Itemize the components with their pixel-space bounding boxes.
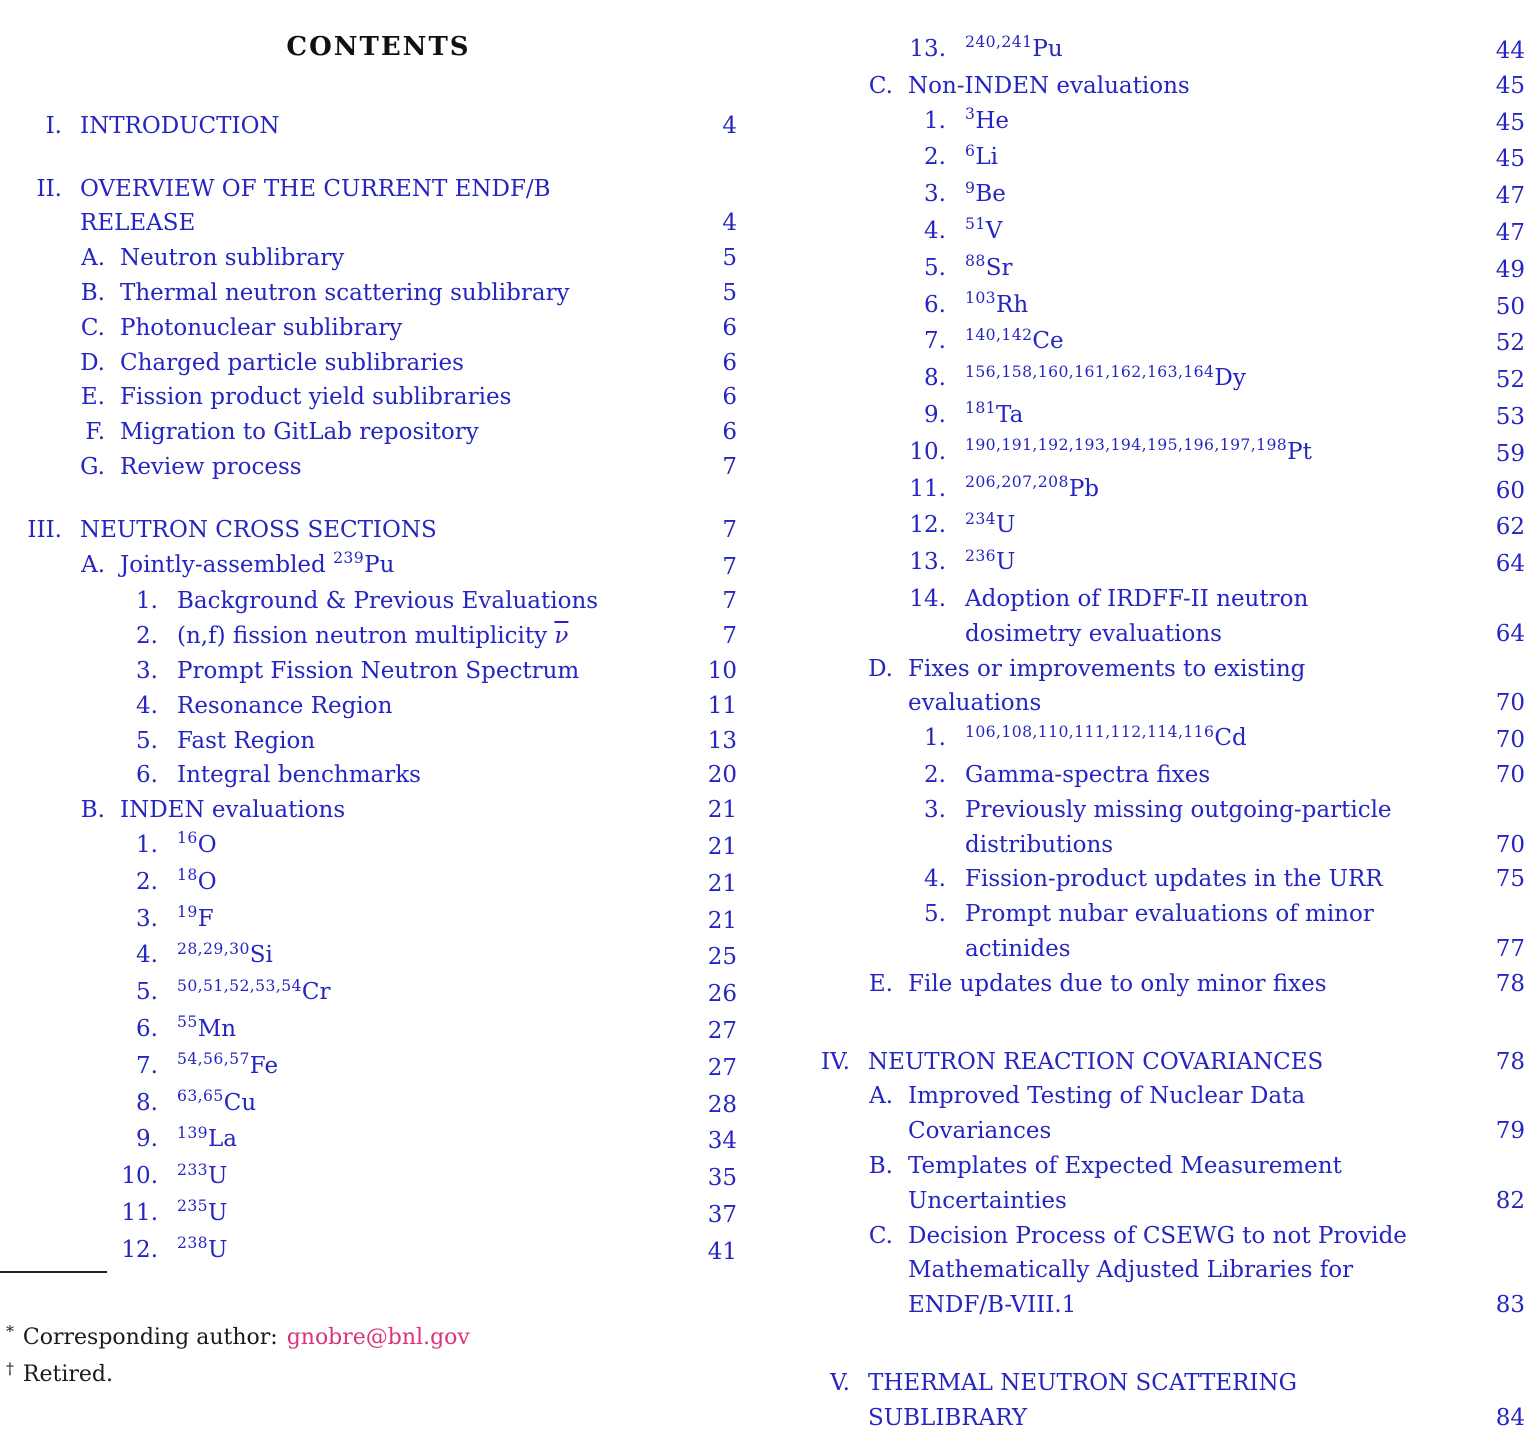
toc-entry-label: G. xyxy=(80,453,105,480)
toc-entry-page: 82 xyxy=(1495,1187,1525,1214)
toc-entry-page: 10 xyxy=(707,657,737,684)
toc-entry[interactable] xyxy=(20,828,737,865)
toc-right-column xyxy=(808,32,1525,1435)
asterisk-marker: * xyxy=(6,1321,14,1341)
toc-entry-page: 64 xyxy=(1495,551,1525,578)
toc-entry-title: Neutron sublibrary xyxy=(120,245,345,272)
nuclide-mass-superscript: 238 xyxy=(177,1233,209,1253)
toc-entry[interactable] xyxy=(808,398,1525,435)
toc-entry-title: $^{19}$F xyxy=(177,901,214,932)
toc-entry[interactable] xyxy=(20,346,737,381)
toc-entry-page: 70 xyxy=(1495,831,1525,858)
toc-entry-label: 5. xyxy=(136,979,158,1006)
nuclide-mass-superscript: 139 xyxy=(177,1122,209,1142)
toc-entry-title: Integral benchmarks xyxy=(177,762,421,789)
toc-entry[interactable] xyxy=(20,450,737,485)
toc-entry-label: B. xyxy=(80,797,105,824)
toc-entry-page: 4 xyxy=(722,210,737,237)
toc-entry-label: 2. xyxy=(136,868,158,895)
toc-entry[interactable] xyxy=(808,251,1525,288)
toc-entry-page: 7 xyxy=(722,516,737,543)
toc-entry-title: $^{190,191,192,193,194,195,196,197,198}$Pt xyxy=(965,435,1312,465)
nuclide-mass-superscript: 63,65 xyxy=(177,1085,224,1105)
toc-entry-title: $^{54,56,57}$Fe xyxy=(177,1049,279,1079)
nuclide-mass-superscript: 236 xyxy=(965,545,997,565)
toc-entry-page: 35 xyxy=(707,1165,737,1192)
toc-entry[interactable] xyxy=(808,758,1525,793)
toc-entry-page: 50 xyxy=(1495,293,1525,320)
nuclide-mass-superscript: 233 xyxy=(177,1159,209,1179)
toc-entry-page: 45 xyxy=(1495,109,1525,136)
toc-entry-page: 53 xyxy=(1495,403,1525,430)
toc-entry-label: 9. xyxy=(924,401,946,428)
toc-entry-page: 6 xyxy=(722,349,737,376)
toc-entry-label: 4. xyxy=(924,217,946,244)
footnote-rule xyxy=(0,1271,107,1273)
toc-entry-label: IV. xyxy=(821,1048,850,1075)
toc-entry-page: 21 xyxy=(707,870,737,897)
toc-entry-title: $^{28,29,30}$Si xyxy=(177,938,273,969)
toc-entry-title: Prompt Fission Neutron Spectrum xyxy=(177,657,580,684)
toc-entry-title: $^{50,51,52,53,54}$Cr xyxy=(177,975,331,1006)
toc-entry-page: 27 xyxy=(707,1054,737,1081)
toc-entry-label: A. xyxy=(869,1083,893,1110)
toc-entry[interactable] xyxy=(20,311,737,346)
nuclide-mass-superscript: 51 xyxy=(965,214,986,234)
toc-entry-title: $^{234}$U xyxy=(965,508,1016,539)
toc-entry[interactable] xyxy=(808,1045,1525,1080)
toc-entry-title: INTRODUCTION xyxy=(80,112,280,139)
toc-entry-page: 70 xyxy=(1495,727,1525,754)
toc-entry-title: Fast Region xyxy=(177,727,316,754)
toc-entry[interactable] xyxy=(20,793,737,828)
toc-entry[interactable] xyxy=(808,897,1525,967)
toc-entry-title: Improved Testing of Nuclear Data Covariances xyxy=(908,1083,1306,1145)
toc-entry[interactable] xyxy=(20,1086,737,1123)
toc-entry[interactable] xyxy=(20,415,737,450)
toc-entry-page: 21 xyxy=(707,833,737,860)
toc-entry-title: $^{55}$Mn xyxy=(177,1012,237,1042)
dagger-marker: † xyxy=(6,1358,14,1378)
email-link[interactable]: gnobre@bnl.gov xyxy=(286,1325,470,1350)
toc-entry-title: Charged particle sublibraries xyxy=(120,349,464,376)
nuclide-mass-superscript: 106,108,110,111,112,114,116 xyxy=(965,721,1215,741)
toc-entry-page: 84 xyxy=(1495,1404,1525,1431)
toc-entry[interactable] xyxy=(20,1159,737,1196)
toc-entry-label: 12. xyxy=(121,1236,158,1263)
nuclide-mass-superscript: 234 xyxy=(965,508,997,528)
toc-entry-title: $^3$He xyxy=(965,104,1010,134)
toc-entry-page: 78 xyxy=(1495,1048,1525,1075)
toc-entry[interactable] xyxy=(20,584,737,619)
toc-entry-page: 83 xyxy=(1495,1292,1525,1319)
toc-entry-label: 1. xyxy=(924,107,946,134)
toc-entry[interactable] xyxy=(20,1049,737,1086)
toc-entry-page: 70 xyxy=(1495,690,1525,717)
toc-entry[interactable] xyxy=(20,758,737,793)
nuclide-mass-superscript: 19 xyxy=(177,901,198,921)
toc-entry-page: 11 xyxy=(707,692,737,719)
toc-entry[interactable] xyxy=(808,793,1525,863)
toc-entry-page: 21 xyxy=(707,797,737,824)
nuclide-mass-superscript: 88 xyxy=(965,251,986,271)
toc-entry[interactable] xyxy=(20,1012,737,1049)
toc-entry[interactable] xyxy=(808,140,1525,177)
nuclide-mass-superscript: 50,51,52,53,54 xyxy=(177,975,302,995)
toc-entry-label: 7. xyxy=(136,1052,158,1079)
toc-entry[interactable] xyxy=(808,862,1525,897)
toc-entry-label: 1. xyxy=(924,725,946,752)
toc-entry-label: 8. xyxy=(136,1089,158,1116)
toc-entry-label: D. xyxy=(868,655,893,682)
toc-entry-page: 6 xyxy=(722,384,737,411)
toc-entry-label: A. xyxy=(81,245,105,272)
toc-entry-title: $^{63,65}$Cu xyxy=(177,1085,257,1116)
toc-entry-title: THERMAL NEUTRON SCATTERING SUBLIBRARY xyxy=(868,1369,1298,1431)
toc-entry-title: $^{238}$U xyxy=(177,1233,228,1263)
nuclide-mass-superscript: 18 xyxy=(177,865,198,885)
toc-entry[interactable] xyxy=(808,652,1525,722)
toc-entry-label: E. xyxy=(80,384,105,411)
nu-bar-symbol: $\overline{\nu}$ xyxy=(554,623,569,650)
nuclide-mass-superscript: 9 xyxy=(965,177,976,197)
toc-entry-title: Migration to GitLab repository xyxy=(120,419,479,446)
toc-entry-title: Non-INDEN evaluations xyxy=(908,72,1190,99)
toc-entry[interactable] xyxy=(20,109,737,144)
toc-entry-label: 14. xyxy=(909,585,946,612)
toc-entry-label: 3. xyxy=(136,905,158,932)
toc-entry-title: $^{235}$U xyxy=(177,1196,228,1226)
toc-entry-title: Templates of Expected Measurement Uncertainties xyxy=(908,1152,1342,1214)
toc-entry-label: E. xyxy=(868,970,893,997)
toc-entry-title: Resonance Region xyxy=(177,692,393,719)
toc-entry[interactable] xyxy=(808,508,1525,545)
toc-entry-page: 28 xyxy=(707,1091,737,1118)
toc-entry-label: 5. xyxy=(136,727,158,754)
toc-entry[interactable] xyxy=(808,472,1525,509)
toc-entry-label: 4. xyxy=(136,942,158,969)
toc-entry-title: File updates due to only minor fixes xyxy=(908,970,1327,997)
toc-entry-page: 4 xyxy=(722,112,737,139)
toc-entry-page: 6 xyxy=(722,419,737,446)
toc-entry[interactable] xyxy=(20,619,737,654)
toc-entry-title: $^6$Li xyxy=(965,140,998,171)
toc-entry-label: 2. xyxy=(136,623,158,650)
toc-entry-label: 4. xyxy=(136,692,158,719)
toc-entry-page: 13 xyxy=(707,727,737,754)
toc-entry-label: 2. xyxy=(924,761,946,788)
toc-entry-label: 8. xyxy=(924,365,946,392)
toc-entry-title: $^{51}$V xyxy=(965,214,1003,244)
toc-entry-page: 79 xyxy=(1495,1118,1525,1145)
toc-entry[interactable] xyxy=(808,435,1525,472)
toc-entry-label: 6. xyxy=(924,291,946,318)
toc-entry-label: 1. xyxy=(136,588,158,615)
toc-entry-label: B. xyxy=(868,1152,893,1179)
toc-entry[interactable] xyxy=(20,172,737,242)
toc-entry[interactable] xyxy=(808,721,1525,758)
toc-entry-title: Prompt nubar evaluations of minor actinides xyxy=(965,901,1374,962)
nuclide-mass-superscript: 206,207,208 xyxy=(965,471,1069,491)
toc-entry-page: 77 xyxy=(1495,935,1525,962)
toc-entry-title: Decision Process of CSEWG to not Provide Mathematically Adjusted Libraries for ENDF/B-VIII.1 xyxy=(908,1222,1407,1319)
toc-entry-page: 34 xyxy=(707,1128,737,1155)
footnote-corresponding-author xyxy=(6,1320,470,1357)
toc-entry-page: 7 xyxy=(722,588,737,615)
toc-entry[interactable] xyxy=(20,724,737,759)
toc-entry-label: 13. xyxy=(909,549,946,576)
toc-entry[interactable] xyxy=(20,938,737,975)
toc-left-column xyxy=(20,30,737,1270)
toc-entry-label: 6. xyxy=(136,1015,158,1042)
toc-entry-page: 45 xyxy=(1495,146,1525,173)
toc-entry-label: I. xyxy=(45,112,62,139)
toc-entry-title: NEUTRON REACTION COVARIANCES xyxy=(868,1048,1324,1075)
toc-entry[interactable] xyxy=(808,1149,1525,1219)
toc-entry-label: F. xyxy=(85,419,105,446)
toc-entry-page: 62 xyxy=(1495,514,1525,541)
toc-entry-page: 37 xyxy=(707,1201,737,1228)
toc-entry-title: $^{181}$Ta xyxy=(965,398,1024,428)
toc-entry-title: Fixes or improvements to existing evaluations xyxy=(908,655,1306,717)
toc-entry-label: 1. xyxy=(136,831,158,858)
toc-entry-page: 7 xyxy=(722,623,737,650)
toc-entry-page: 26 xyxy=(707,981,737,1008)
toc-entry[interactable] xyxy=(808,545,1525,582)
toc-entry[interactable] xyxy=(20,902,737,939)
toc-entry-title: $^{156,158,160,161,162,163,164}$Dy xyxy=(965,361,1246,392)
toc-entry-label: V. xyxy=(830,1369,850,1396)
toc-entry[interactable] xyxy=(808,69,1525,104)
toc-entry[interactable] xyxy=(808,361,1525,398)
toc-entry-label: C. xyxy=(868,72,893,99)
toc-entry-label: 10. xyxy=(909,438,946,465)
toc-entry-page: 44 xyxy=(1495,38,1525,64)
toc-entry-title: Jointly-assembled $^{239}$Pu xyxy=(120,547,395,578)
toc-entry[interactable] xyxy=(808,1079,1525,1149)
toc-entry-page: 7 xyxy=(722,453,737,480)
toc-entry-title: $^{233}$U xyxy=(177,1159,228,1190)
toc-entry[interactable] xyxy=(808,1366,1525,1435)
toc-entry[interactable] xyxy=(20,689,737,724)
toc-entry-label: II. xyxy=(36,175,62,202)
nuclide-mass-superscript: 240,241 xyxy=(965,32,1033,52)
toc-entry-page: 7 xyxy=(722,553,737,580)
toc-entry-title: Adoption of IRDFF-II neutron dosimetry evaluations xyxy=(965,585,1309,647)
toc-entry-label: C. xyxy=(80,314,105,341)
toc-entry-page: 75 xyxy=(1495,866,1525,893)
toc-entry-title: Background & Previous Evaluations xyxy=(177,588,599,615)
toc-entry[interactable] xyxy=(20,1196,737,1233)
toc-entry-label: B. xyxy=(80,279,105,306)
toc-entry-label: 11. xyxy=(121,1199,158,1226)
nuclide-mass-superscript: 239 xyxy=(333,547,365,567)
toc-entry[interactable] xyxy=(20,975,737,1012)
toc-entry[interactable] xyxy=(20,513,737,548)
toc-entry[interactable] xyxy=(808,1219,1525,1323)
toc-entry-page: 45 xyxy=(1495,72,1525,99)
toc-entry-label: 5. xyxy=(924,901,946,928)
nuclide-mass-superscript: 55 xyxy=(177,1012,198,1032)
toc-entry-title: Thermal neutron scattering sublibrary xyxy=(120,279,570,306)
toc-entry-page: 5 xyxy=(722,245,737,272)
nuclide-mass-superscript: 156,158,160,161,162,163,164 xyxy=(965,361,1215,381)
toc-entry-page: 20 xyxy=(707,762,737,789)
toc-entry-title: $^{140,142}$Ce xyxy=(965,324,1064,355)
toc-entry[interactable] xyxy=(20,548,737,585)
toc-entry-page: 52 xyxy=(1495,330,1525,357)
toc-entry-title: INDEN evaluations xyxy=(120,797,346,824)
nuclide-mass-superscript: 54,56,57 xyxy=(177,1049,250,1069)
toc-entry-page: 6 xyxy=(722,314,737,341)
nuclide-mass-superscript: 235 xyxy=(177,1196,209,1216)
toc-entry-page: 49 xyxy=(1495,256,1525,283)
toc-entry-label: A. xyxy=(81,551,105,578)
toc-entry-page: 21 xyxy=(707,907,737,934)
toc-entry-title: NEUTRON CROSS SECTIONS xyxy=(80,516,437,543)
nuclide-mass-superscript: 28,29,30 xyxy=(177,938,250,958)
toc-entry-page: 64 xyxy=(1495,620,1525,647)
toc-entry-label: 9. xyxy=(136,1126,158,1153)
toc-entry[interactable] xyxy=(20,865,737,902)
toc-entry-title: $^{88}$Sr xyxy=(965,251,1013,281)
toc-entry[interactable] xyxy=(20,276,737,311)
toc-entry[interactable] xyxy=(808,324,1525,361)
footnote-retired-text: Retired. xyxy=(22,1362,113,1387)
toc-entry-label: 5. xyxy=(924,254,946,281)
toc-entry[interactable] xyxy=(808,214,1525,251)
toc-entry-page: 5 xyxy=(722,279,737,306)
toc-entry-title: (n,f) fission neutron multiplicity $\overline{\nu}$ xyxy=(177,623,569,650)
contents-heading: CONTENTS xyxy=(286,32,471,62)
nuclide-mass-superscript: 103 xyxy=(965,287,997,307)
toc-entry-label: 3. xyxy=(924,181,946,208)
toc-entry-title: $^{240,241}$Pu xyxy=(965,32,1063,62)
toc-entry-title: Gamma-spectra fixes xyxy=(965,761,1211,788)
toc-entry[interactable] xyxy=(20,241,737,276)
nuclide-mass-superscript: 3 xyxy=(965,104,976,123)
toc-entry-label: 11. xyxy=(909,475,946,502)
toc-entry-label: 3. xyxy=(136,657,158,684)
toc-entry-title: $^{206,207,208}$Pb xyxy=(965,471,1100,502)
toc-entry-page: 25 xyxy=(707,944,737,971)
toc-entry-page: 47 xyxy=(1495,183,1525,210)
toc-entry-title: Fission-product updates in the URR xyxy=(965,866,1383,893)
toc-entry-page: 60 xyxy=(1495,477,1525,504)
toc-entry-title: $^{139}$La xyxy=(177,1122,238,1153)
toc-entry-label: 4. xyxy=(924,866,946,893)
toc-entry-label: III. xyxy=(27,516,62,543)
footnote-retired xyxy=(6,1357,470,1394)
toc-entry[interactable] xyxy=(20,654,737,689)
toc-entry-title: $^{18}$O xyxy=(177,865,217,895)
nuclide-mass-superscript: 16 xyxy=(177,828,198,848)
toc-entry-title: $^9$Be xyxy=(965,177,1006,208)
toc-entry-label: D. xyxy=(80,349,105,376)
toc-entry-title: $^{236}$U xyxy=(965,545,1016,576)
footnote-area xyxy=(6,1320,470,1394)
toc-entry-page: 47 xyxy=(1495,219,1525,246)
toc-entry-title: Review process xyxy=(120,453,302,480)
nuclide-mass-superscript: 140,142 xyxy=(965,324,1033,344)
toc-entry-label: 3. xyxy=(924,796,946,823)
nuclide-mass-superscript: 181 xyxy=(965,398,997,418)
toc-entry-title: OVERVIEW OF THE CURRENT ENDF/B RELEASE xyxy=(80,175,551,237)
toc-entry[interactable] xyxy=(808,967,1525,1002)
toc-entry-label: 6. xyxy=(136,762,158,789)
toc-entry-page: 70 xyxy=(1495,761,1525,788)
toc-entry-label: 10. xyxy=(121,1163,158,1190)
toc-entry-title: $^{16}$O xyxy=(177,828,217,858)
toc-entry-label: 13. xyxy=(909,36,946,62)
nuclide-mass-superscript: 190,191,192,193,194,195,196,197,198 xyxy=(965,435,1288,455)
toc-entry-title: $^{106,108,110,111,112,114,116}$Cd xyxy=(965,721,1247,752)
toc-entry-page: 78 xyxy=(1495,970,1525,997)
footnote-corresponding-text: Corresponding author: xyxy=(22,1325,278,1350)
toc-entry-title: Photonuclear sublibrary xyxy=(120,314,403,341)
toc-entry-page: 27 xyxy=(707,1017,737,1044)
toc-entry-label: 2. xyxy=(924,144,946,171)
toc-entry-title: Fission product yield sublibraries xyxy=(120,384,512,411)
toc-entry[interactable] xyxy=(808,288,1525,325)
nuclide-mass-superscript: 6 xyxy=(965,140,976,160)
toc-entry[interactable] xyxy=(20,380,737,415)
toc-entry-label: C. xyxy=(868,1222,893,1249)
toc-entry-title: Previously missing outgoing-particle distributions xyxy=(965,796,1392,858)
toc-entry[interactable] xyxy=(808,582,1525,652)
toc-entry-page: 41 xyxy=(707,1238,737,1265)
toc-entry-label: 12. xyxy=(909,512,946,539)
toc-entry-page: 59 xyxy=(1495,440,1525,467)
toc-entry-title: $^{103}$Rh xyxy=(965,287,1029,318)
toc-entry[interactable] xyxy=(808,104,1525,141)
toc-entry-page: 52 xyxy=(1495,367,1525,394)
toc-entry-label: 7. xyxy=(924,328,946,355)
toc-entry[interactable] xyxy=(20,1233,737,1270)
toc-entry[interactable] xyxy=(808,32,1525,69)
toc-entry[interactable] xyxy=(20,1122,737,1159)
toc-entry[interactable] xyxy=(808,177,1525,214)
